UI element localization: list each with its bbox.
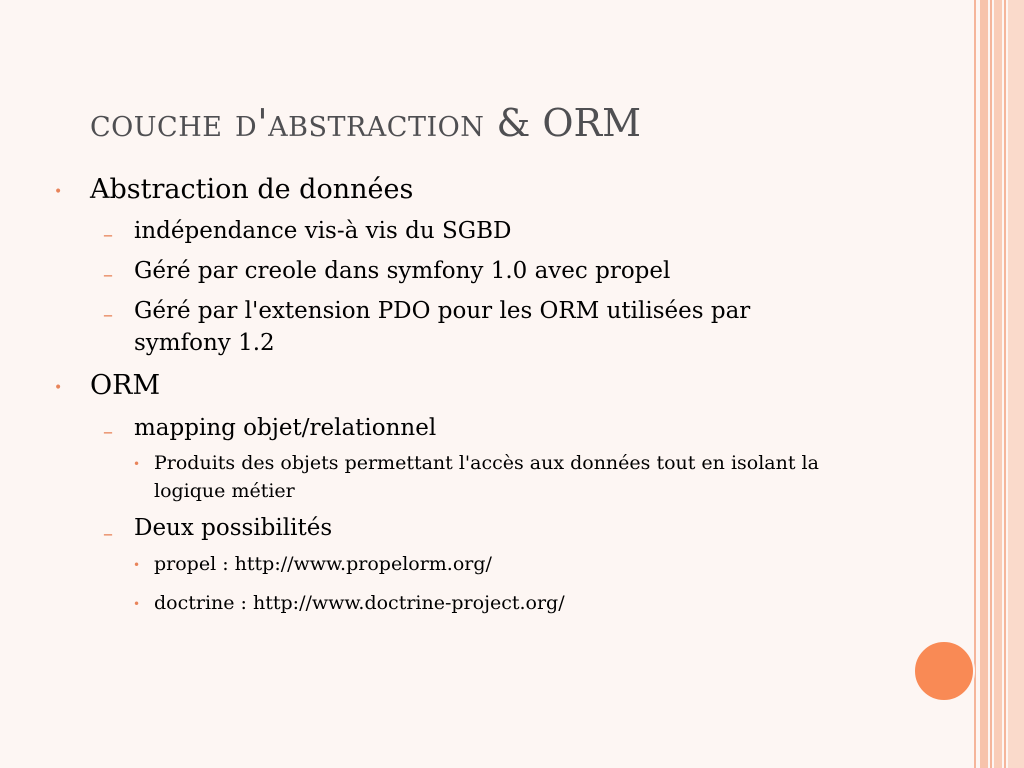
slide-title-main: couche d'abstraction: [90, 101, 485, 145]
bullet-marker: •: [54, 184, 63, 200]
sub-sub-bullet-produits-cont: logique métier: [154, 480, 295, 502]
decorative-circle: [913, 640, 975, 702]
bullet-marker: •: [54, 380, 63, 396]
sub-sub-bullet-propel: propel : http://www.propelorm.org/: [154, 553, 492, 575]
sub-sub-marker: •: [133, 558, 141, 572]
sub-bullet-possibilites: Deux possibilités: [134, 515, 333, 541]
sub-bullet-pdo: Géré par l'extension PDO pour les ORM utilisées par: [134, 298, 751, 324]
decorative-stripe: [980, 0, 988, 768]
sub-sub-marker: •: [133, 457, 141, 471]
sub-sub-marker: •: [133, 597, 141, 611]
decorative-stripe: [990, 0, 992, 768]
slide-title-suffix: & ORM: [496, 101, 642, 145]
bullet-abstraction: Abstraction de données: [90, 174, 414, 205]
dash-marker: –: [103, 521, 113, 545]
sub-sub-bullet-produits: Produits des objets permettant l'accès aux données tout en isolant la: [154, 452, 819, 474]
decorative-stripe: [1004, 0, 1006, 768]
slide-title: [90, 101, 642, 145]
sub-bullet-mapping: mapping objet/relationnel: [134, 415, 437, 441]
sub-bullet-pdo-cont: symfony 1.2: [134, 330, 275, 356]
sub-bullet-creole: Géré par creole dans symfony 1.0 avec propel: [134, 258, 671, 284]
decorative-stripe: [1008, 0, 1024, 768]
sub-sub-bullet-doctrine: doctrine : http://www.doctrine-project.org/: [154, 592, 565, 614]
dash-marker: –: [103, 302, 113, 326]
decorative-stripe: [974, 0, 976, 768]
dash-marker: –: [103, 222, 113, 246]
sub-bullet-independance: indépendance vis-à vis du SGBD: [134, 218, 512, 244]
dash-marker: –: [103, 262, 113, 286]
dash-marker: –: [103, 419, 113, 443]
decorative-stripe: [994, 0, 1002, 768]
bullet-orm: ORM: [90, 370, 161, 401]
